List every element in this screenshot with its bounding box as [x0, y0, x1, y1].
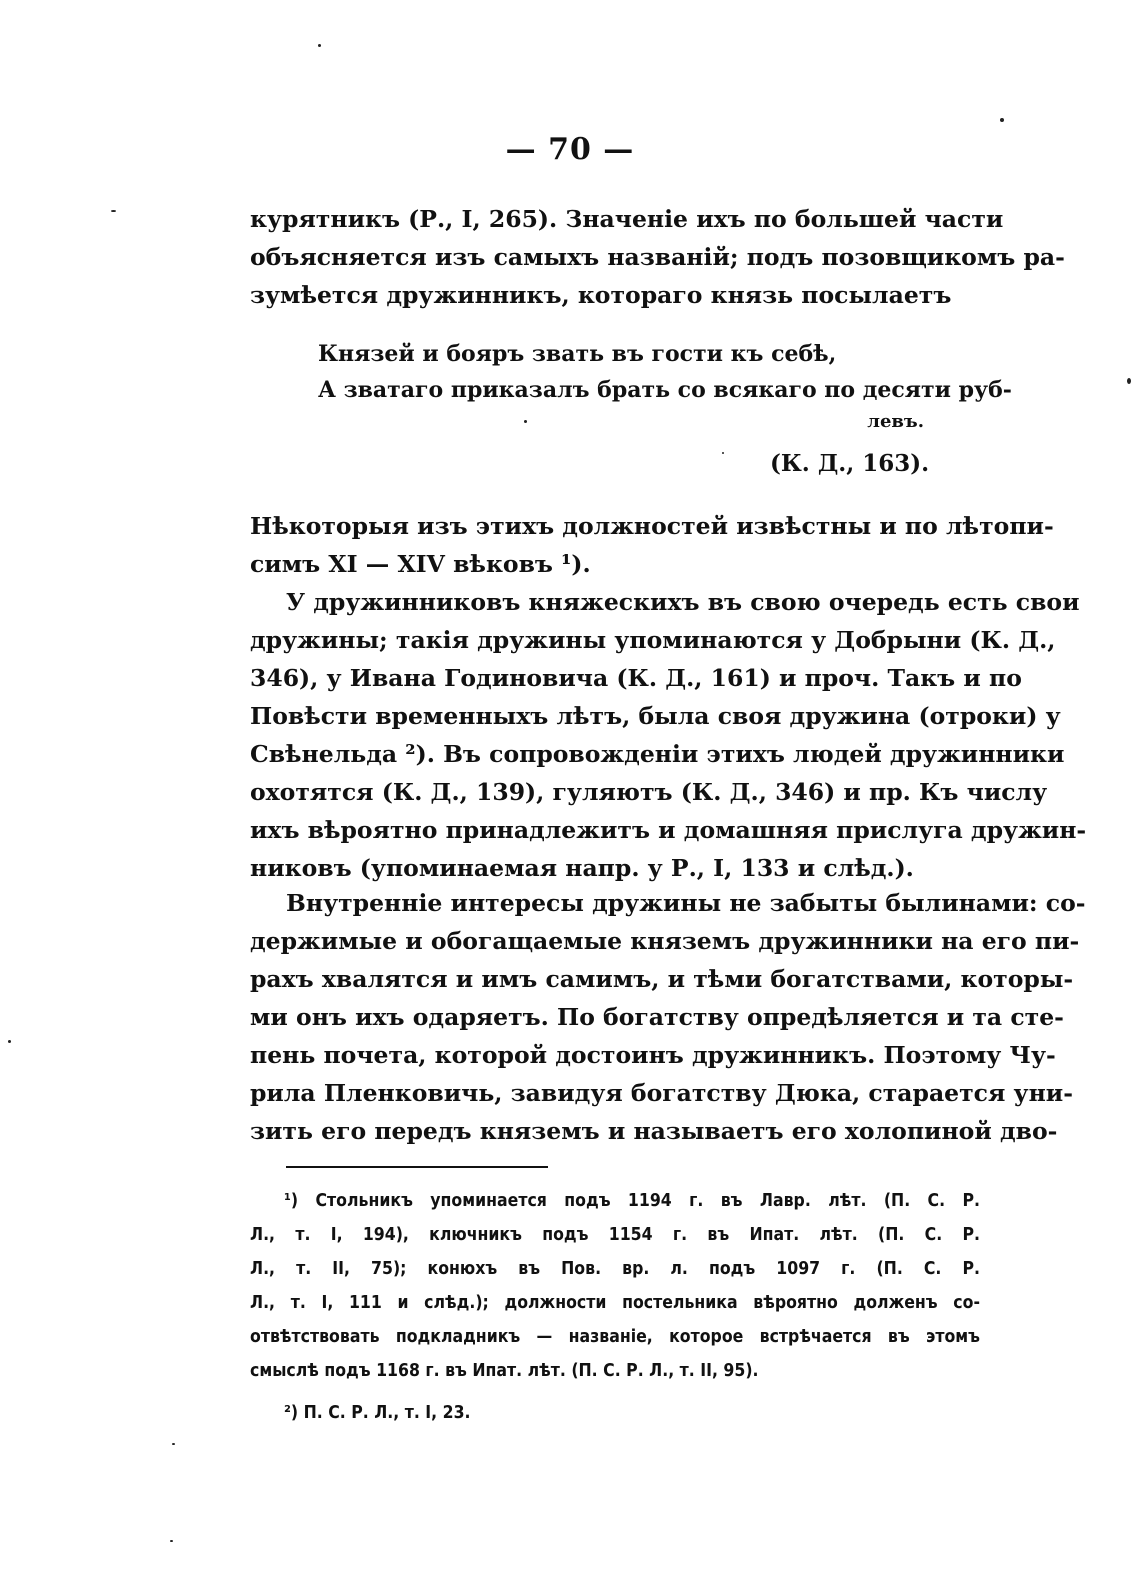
- scan-speck: [1000, 118, 1004, 122]
- footnote-2: [250, 1396, 980, 1430]
- text-line: зить его передъ княземъ и называетъ его холопиной дво-: [250, 1117, 1058, 1145]
- paragraph-intro: [250, 200, 1065, 314]
- footnote-line: Л., т. I, 194), ключникъ подъ 1154 г. въ Ипат. лѣт. (П. С. Р.: [250, 1225, 980, 1245]
- footnote-line: ¹) Стольникъ упоминается подъ 1194 г. въ Лавр. лѣт. (П. С. Р.: [284, 1191, 980, 1211]
- text-line: Внутренніе интересы дружины не забыты былинами: со-: [286, 889, 1086, 917]
- scan-speck: [170, 1540, 173, 1542]
- text-line: объясняется изъ самыхъ названій; подъ позовщикомъ ра-: [250, 243, 1065, 271]
- scan-speck: [172, 1443, 175, 1445]
- text-line: держимые и обогащаемые княземъ дружинники на его пи-: [250, 927, 1080, 955]
- text-line: никовъ (упоминаемая напр. у Р., I, 133 и слѣд.).: [250, 854, 914, 882]
- verse-line: А зватаго приказалъ брать со всякаго по десяти руб-: [318, 377, 1012, 403]
- text-line: дружины; такія дружины упоминаются у Добрыни (К. Д.,: [250, 626, 1056, 654]
- text-line: симъ XI — XIV вѣковъ ¹).: [250, 550, 591, 578]
- paragraph-3: [250, 583, 1087, 887]
- text-line: ихъ вѣроятно принадлежитъ и домашняя прислуга дружин-: [250, 816, 1087, 844]
- text-line: рахъ хвалятся и имъ самимъ, и тѣми богатствами, которы-: [250, 965, 1074, 993]
- text-line: Нѣкоторыя изъ этихъ должностей извѣстны и по лѣтопи-: [250, 512, 1054, 540]
- scan-speck: [722, 452, 724, 454]
- footnote-1: [250, 1184, 980, 1388]
- text-line: ми онъ ихъ одаряетъ. По богатству опредѣляется и та сте-: [250, 1003, 1064, 1031]
- footnote-line: Л., т. I, 111 и слѣд.); должности постельника вѣроятно долженъ со-: [250, 1293, 980, 1313]
- verse-line: левъ.: [867, 411, 924, 432]
- verse-quotation: [318, 336, 1012, 436]
- footnote-line: смыслѣ подъ 1168 г. въ Ипат. лѣт. (П. С. Р. Л., т. II, 95).: [250, 1361, 759, 1381]
- text-line: Свѣнельда ²). Въ сопровожденіи этихъ людей дружинники: [250, 740, 1065, 768]
- text-line: Повѣсти временныхъ лѣтъ, была своя дружина (отроки) у: [250, 702, 1061, 730]
- scan-speck: [318, 44, 321, 47]
- paragraph-4: [250, 884, 1086, 1150]
- footnote-line: ²) П. С. Р. Л., т. I, 23.: [284, 1403, 471, 1423]
- text-line: охотятся (К. Д., 139), гуляютъ (К. Д., 346) и пр. Къ числу: [250, 778, 1048, 806]
- footnote-line: Л., т. II, 75); конюхъ въ Пов. вр. л. подъ 1097 г. (П. С. Р.: [250, 1259, 980, 1279]
- text-line: пень почета, которой достоинъ дружинникъ. Поэтому Чу-: [250, 1041, 1056, 1069]
- scan-speck: [8, 1040, 11, 1043]
- footnotes: [250, 1184, 980, 1438]
- scan-speck: [1127, 378, 1131, 384]
- scan-speck: [111, 210, 116, 212]
- footnote-line: отвѣтствовать подкладникъ — названіе, которое встрѣчается въ этомъ: [250, 1327, 980, 1347]
- scan-speck: [524, 420, 527, 423]
- verse-citation: (К. Д., 163).: [770, 450, 930, 477]
- paragraph-2: [250, 507, 1054, 583]
- verse-line: Князей и бояръ звать въ гости къ себѣ,: [318, 341, 837, 367]
- footnote-separator: [286, 1166, 548, 1168]
- text-line: курятникъ (Р., I, 265). Значеніе ихъ по большей части: [250, 205, 1004, 233]
- page-number: — 70 —: [505, 132, 635, 167]
- text-line: рила Пленковичь, завидуя богатству Дюка, старается уни-: [250, 1079, 1073, 1107]
- text-line: 346), у Ивана Годиновича (К. Д., 161) и проч. Такъ и по: [250, 664, 1022, 692]
- text-line: зумѣется дружинникъ, котораго князь посылаетъ: [250, 281, 952, 309]
- text-line: У дружинниковъ княжескихъ въ свою очередь есть свои: [286, 588, 1080, 616]
